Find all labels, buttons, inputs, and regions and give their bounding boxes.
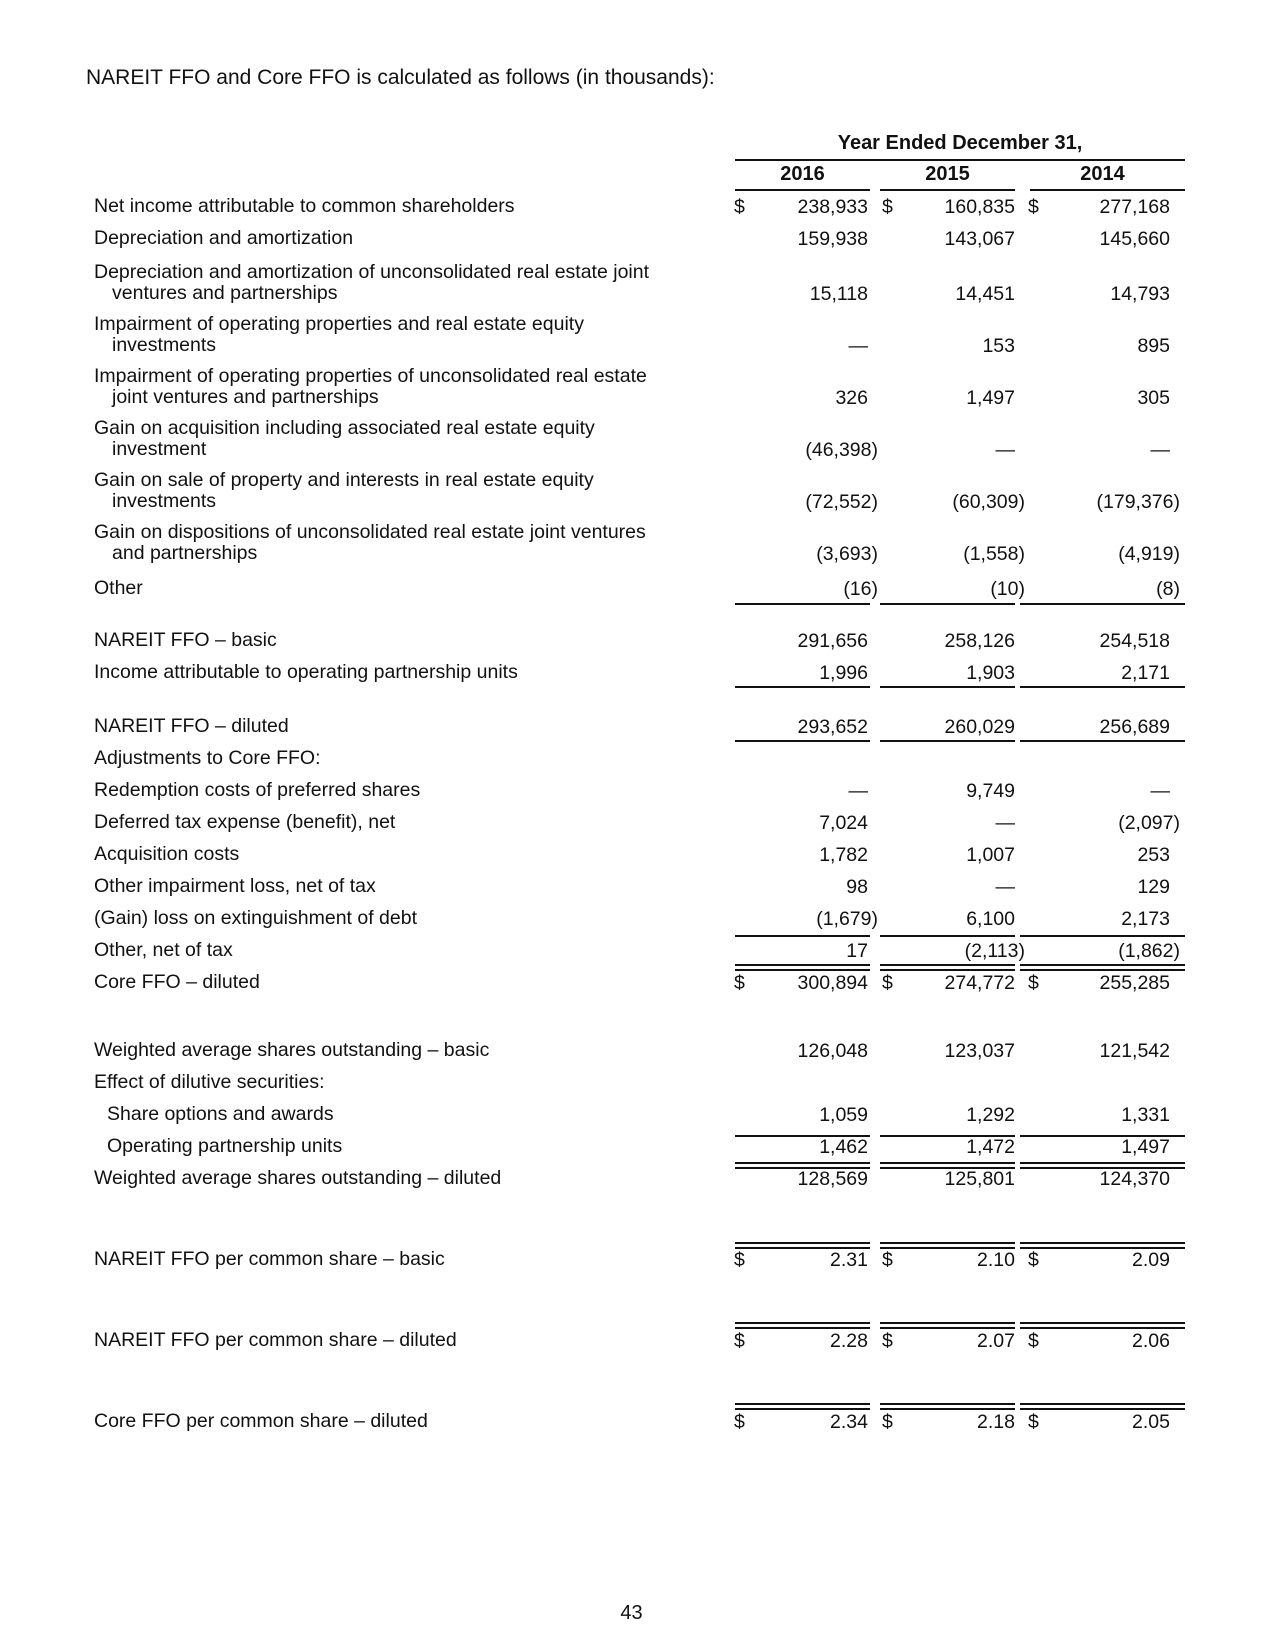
double-underline: [880, 1322, 1015, 1329]
row-value: 1,497: [966, 387, 1015, 409]
row-label-line: NAREIT FFO – basic: [94, 629, 277, 651]
row-value: 128,569: [797, 1168, 868, 1190]
single-underline: [735, 603, 870, 605]
row-label: [94, 418, 595, 460]
row-value: 1,497: [1121, 1136, 1170, 1158]
currency-symbol: $: [734, 1249, 745, 1271]
double-underline: [735, 1242, 870, 1249]
row-label-line: Gain on dispositions of unconsolidated real estate joint ventures: [94, 521, 646, 543]
row-value: 145,660: [1099, 228, 1170, 250]
currency-symbol: $: [1028, 1411, 1039, 1433]
row-value: —: [848, 780, 868, 802]
row-label-line: Operating partnership units: [107, 1135, 343, 1157]
double-underline: [1020, 1322, 1185, 1329]
currency-symbol: $: [882, 1249, 893, 1271]
row-value: (72,552): [805, 491, 878, 513]
row-label-line: Other: [94, 577, 143, 599]
row-label: [94, 366, 647, 408]
row-value: 2.10: [977, 1249, 1015, 1271]
row-label: [94, 314, 584, 356]
single-underline: [1020, 740, 1185, 742]
currency-symbol: $: [734, 196, 745, 218]
row-value: 2.09: [1132, 1249, 1170, 1271]
row-value: 9,749: [966, 780, 1015, 802]
double-underline: [735, 1322, 870, 1329]
row-value: 258,126: [944, 630, 1015, 652]
row-value: 238,933: [797, 196, 868, 218]
row-label-line: Gain on acquisition including associated real estate equity: [94, 417, 595, 439]
row-value: 153: [982, 335, 1015, 357]
row-value: 260,029: [944, 716, 1015, 738]
currency-symbol: $: [734, 1330, 745, 1352]
row-label-line: Impairment of operating properties and real estate equity: [94, 313, 584, 335]
row-value: —: [995, 439, 1015, 461]
single-underline: [735, 686, 870, 688]
row-value: 121,542: [1099, 1040, 1170, 1062]
single-underline: [880, 935, 1015, 937]
double-underline: [1020, 1403, 1185, 1410]
single-underline: [1020, 603, 1185, 605]
row-label-line: Gain on sale of property and interests in real estate equity: [94, 469, 594, 491]
row-value: 14,451: [955, 283, 1015, 305]
single-underline: [1020, 935, 1185, 937]
single-underline: [880, 740, 1015, 742]
row-value: 326: [835, 387, 868, 409]
row-label-line: Other, net of tax: [94, 939, 233, 961]
row-label: [94, 630, 277, 651]
row-value: (10): [990, 578, 1025, 600]
row-label: [94, 876, 376, 897]
row-label: [94, 196, 515, 217]
row-value: 305: [1137, 387, 1170, 409]
row-value: 2,171: [1121, 662, 1170, 684]
row-label-line: Other impairment loss, net of tax: [94, 875, 376, 897]
row-label-line: investments: [112, 334, 217, 356]
row-label-line: Deferred tax expense (benefit), net: [94, 811, 396, 833]
row-label: [94, 262, 649, 304]
row-label-line: Core FFO – diluted: [94, 971, 260, 993]
row-label-line: Depreciation and amortization: [94, 227, 354, 249]
row-value: 255,285: [1099, 972, 1170, 994]
row-label: [94, 662, 518, 683]
row-label: [94, 1411, 428, 1432]
currency-symbol: $: [882, 972, 893, 994]
row-value: —: [995, 876, 1015, 898]
row-value: 1,331: [1121, 1104, 1170, 1126]
row-value: 98: [846, 876, 868, 898]
row-value: (60,309): [952, 491, 1025, 513]
row-label-line: Income attributable to operating partnership units: [94, 661, 518, 683]
row-value: (1,862): [1118, 940, 1180, 962]
currency-symbol: $: [882, 1330, 893, 1352]
header-rule: [735, 159, 1185, 161]
row-value: 293,652: [797, 716, 868, 738]
row-value: (3,693): [816, 543, 878, 565]
row-label-line: and partnerships: [112, 542, 258, 564]
row-label: [94, 748, 321, 769]
row-value: 291,656: [797, 630, 868, 652]
row-label: [107, 1104, 334, 1125]
header-title: Year Ended December 31,: [837, 132, 1083, 154]
row-label-line: NAREIT FFO – diluted: [94, 715, 289, 737]
row-value: 6,100: [966, 908, 1015, 930]
row-value: 2.06: [1132, 1330, 1170, 1352]
row-label: [94, 522, 646, 564]
single-underline: [880, 1135, 1015, 1137]
row-label-line: investments: [112, 490, 217, 512]
currency-symbol: $: [1028, 1330, 1039, 1352]
row-label-line: Depreciation and amortization of unconsolidated real estate joint: [94, 261, 650, 283]
row-value: 123,037: [944, 1040, 1015, 1062]
row-label-line: ventures and partnerships: [112, 282, 338, 304]
row-label-line: Redemption costs of preferred shares: [94, 779, 421, 801]
page-number: 43: [620, 1602, 643, 1624]
row-label-line: Weighted average shares outstanding – basic: [94, 1039, 490, 1061]
single-underline: [1020, 686, 1185, 688]
row-label-line: NAREIT FFO per common share – basic: [94, 1248, 445, 1270]
double-underline: [735, 1162, 870, 1169]
double-underline: [1020, 1162, 1185, 1169]
row-label-line: (Gain) loss on extinguishment of debt: [94, 907, 418, 929]
single-underline: [1020, 1135, 1185, 1137]
row-value: (8): [1156, 578, 1180, 600]
row-value: —: [1150, 780, 1170, 802]
year-2015: 2015: [925, 163, 970, 185]
row-label-line: Weighted average shares outstanding – diluted: [94, 1167, 502, 1189]
row-value: —: [1150, 439, 1170, 461]
year-2016: 2016: [780, 163, 825, 185]
row-label: [94, 908, 417, 929]
row-label: [94, 812, 395, 833]
row-label: [107, 1136, 342, 1157]
row-label: [94, 780, 420, 801]
row-label: [94, 844, 239, 865]
single-underline: [880, 686, 1015, 688]
year-rule: [880, 189, 1015, 191]
row-value: (16): [843, 578, 878, 600]
row-value: 277,168: [1099, 196, 1170, 218]
row-value: 1,462: [819, 1136, 868, 1158]
row-label: [94, 228, 353, 249]
row-value: 160,835: [944, 196, 1015, 218]
year-rule: [735, 189, 870, 191]
double-underline: [1020, 964, 1185, 971]
row-value: 1,996: [819, 662, 868, 684]
row-value: —: [995, 812, 1015, 834]
row-value: 1,472: [966, 1136, 1015, 1158]
year-rule: [1030, 189, 1185, 191]
row-label-line: Net income attributable to common shareholders: [94, 195, 515, 217]
row-value: 125,801: [944, 1168, 1015, 1190]
row-label: [94, 1040, 489, 1061]
row-value: 2.34: [830, 1411, 868, 1433]
row-label: [94, 1249, 445, 1270]
single-underline: [880, 603, 1015, 605]
year-2014: 2014: [1080, 163, 1125, 185]
row-label: [94, 470, 594, 512]
row-value: (2,113): [964, 940, 1025, 962]
row-value: 300,894: [797, 972, 868, 994]
row-label: [94, 1330, 457, 1351]
row-value: 2.07: [977, 1330, 1015, 1352]
row-value: 129: [1137, 876, 1170, 898]
row-value: 253: [1137, 844, 1170, 866]
row-value: 256,689: [1099, 716, 1170, 738]
row-value: 14,793: [1110, 283, 1170, 305]
single-underline: [735, 1135, 870, 1137]
row-label-line: NAREIT FFO per common share – diluted: [94, 1329, 457, 1351]
row-value: 1,059: [819, 1104, 868, 1126]
row-value: 2,173: [1121, 908, 1170, 930]
double-underline: [735, 1403, 870, 1410]
row-label-line: Core FFO per common share – diluted: [94, 1410, 428, 1432]
row-value: 17: [846, 940, 868, 962]
row-value: 1,903: [966, 662, 1015, 684]
double-underline: [880, 1403, 1015, 1410]
single-underline: [735, 740, 870, 742]
row-value: 143,067: [944, 228, 1015, 250]
row-value: 2.31: [830, 1249, 868, 1271]
row-label-line: Acquisition costs: [94, 843, 240, 865]
row-value: 2.28: [830, 1330, 868, 1352]
row-value: 1,007: [966, 844, 1015, 866]
row-value: (4,919): [1118, 543, 1180, 565]
row-value: 274,772: [944, 972, 1015, 994]
currency-symbol: $: [1028, 972, 1039, 994]
row-value: 1,782: [819, 844, 868, 866]
row-label: [94, 1072, 325, 1093]
row-value: 895: [1137, 335, 1170, 357]
row-value: 124,370: [1099, 1168, 1170, 1190]
row-value: (1,679): [816, 908, 878, 930]
currency-symbol: $: [734, 1411, 745, 1433]
row-label: [94, 940, 233, 961]
double-underline: [880, 1162, 1015, 1169]
currency-symbol: $: [882, 196, 893, 218]
row-label-line: joint ventures and partnerships: [112, 386, 379, 408]
row-value: 254,518: [1099, 630, 1170, 652]
row-label-line: Effect of dilutive securities:: [94, 1071, 325, 1093]
row-value: 159,938: [797, 228, 868, 250]
row-value: 7,024: [819, 812, 868, 834]
row-value: 1,292: [966, 1104, 1015, 1126]
row-label: [94, 1168, 501, 1189]
single-underline: [735, 935, 870, 937]
row-value: 2.05: [1132, 1411, 1170, 1433]
double-underline: [735, 964, 870, 971]
row-label: [94, 716, 289, 737]
currency-symbol: $: [734, 972, 745, 994]
row-value: 126,048: [797, 1040, 868, 1062]
double-underline: [1020, 1242, 1185, 1249]
row-label: [94, 578, 143, 599]
row-label: [94, 972, 260, 993]
intro-text: NAREIT FFO and Core FFO is calculated as follows (in thousands):: [86, 66, 715, 89]
double-underline: [880, 964, 1015, 971]
row-value: 2.18: [977, 1411, 1015, 1433]
double-underline: [880, 1242, 1015, 1249]
row-value: (1,558): [963, 543, 1025, 565]
row-value: (46,398): [805, 439, 878, 461]
row-label-line: Impairment of operating properties of unconsolidated real estate: [94, 365, 647, 387]
row-label-line: investment: [112, 438, 207, 460]
row-label-line: Share options and awards: [107, 1103, 334, 1125]
row-value: —: [848, 335, 868, 357]
row-label-line: Adjustments to Core FFO:: [94, 747, 321, 769]
row-value: (2,097): [1118, 812, 1180, 834]
row-value: 15,118: [809, 283, 868, 305]
currency-symbol: $: [882, 1411, 893, 1433]
row-value: (179,376): [1096, 491, 1180, 513]
currency-symbol: $: [1028, 196, 1039, 218]
currency-symbol: $: [1028, 1249, 1039, 1271]
